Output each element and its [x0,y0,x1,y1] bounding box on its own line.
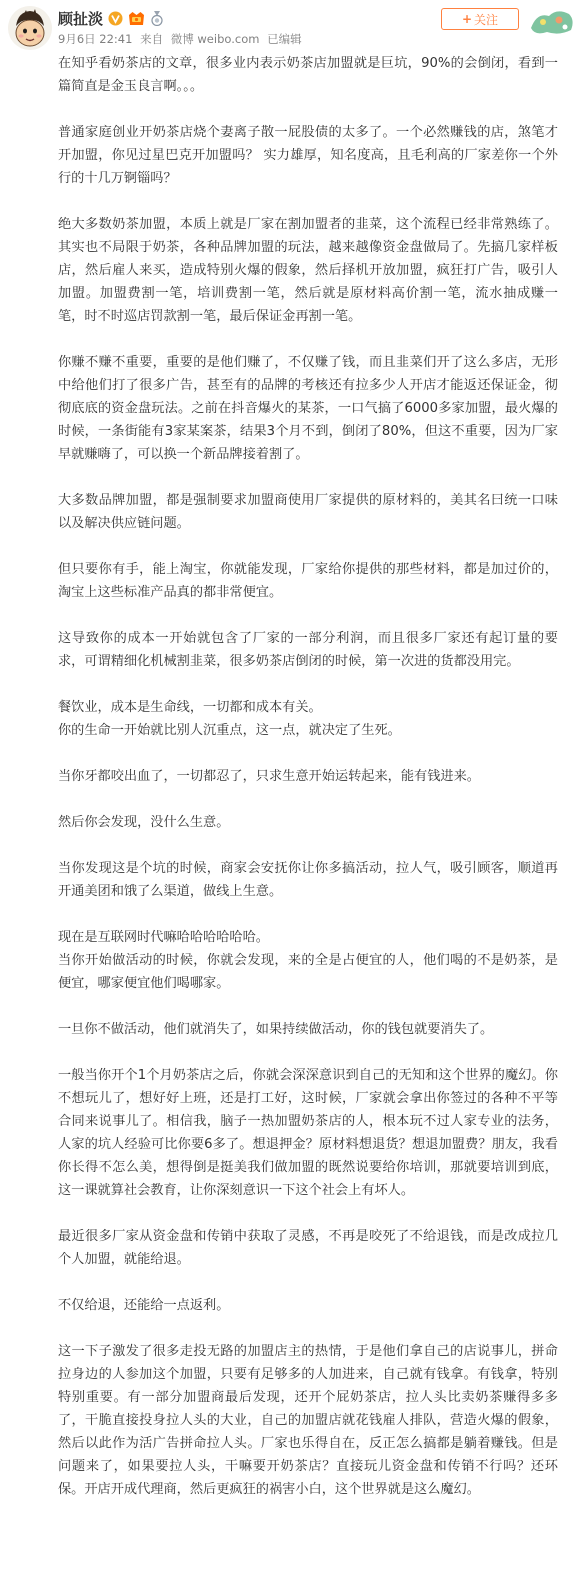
paragraph: 这导致你的成本一开始就包含了厂家的一部分利润，而且很多厂家还有起订量的要求，可谓精细化机械割韭菜，很多奶茶店倒闭的时候，第一次进的货都没用完。 [58,631,558,669]
paragraph: 最近很多厂家从资金盘和传销中获取了灵感，不再是咬死了不给退钱，而是改成拉几个人加盟，就能给退。 [58,1229,558,1267]
paragraph: 一旦你不做活动，他们就消失了，如果持续做活动，你的钱包就要消失了。 [58,1022,494,1037]
paragraph: 餐饮业，成本是生命线，一切都和成本有关。 你的生命一开始就比别人沉重点，这一点，就决定了生死。 [58,700,401,738]
vip-member-icon[interactable] [128,11,145,25]
paragraph: 然后你会发现，没什么生意。 [58,815,230,830]
post-source[interactable]: 微博 weibo.com [170,32,260,46]
username[interactable]: 顾扯淡 [58,9,104,28]
paragraph: 当你发现这是个坑的时候，商家会安抚你让你多搞活动，拉人气，吸引顾客，顺道再开通美团和饿了么渠道，做线上生意。 [58,861,558,899]
name-row [58,8,164,28]
card-decoration-icon [529,6,575,36]
paragraph: 普通家庭创业开奶茶店烧个妻离子散一屁股债的太多了。一个必然赚钱的店，煞笔才开加盟，你见过星巴克开加盟吗？ 实力雄厚，知名度高，且毛利高的厂家差你一个外行的十几万锕锱吗？ [58,125,558,186]
post-date[interactable]: 9月6日 22:41 [58,32,133,46]
avatar[interactable] [8,6,52,50]
paragraph: 你赚不赚不重要，重要的是他们赚了，不仅赚了钱，而且韭菜们开了这么多店，无形中给他们打了很多广告，甚至有的品牌的考核还有拉多少人开店才能返还保证金，彻彻底底的资金盘玩法。之前在抖音爆火的某茶，一口气搞了6000多家加盟，最火爆的时候，一条街能有3家某案茶，结果3个月不到，倒闭了80%，但这不重要，因为厂家早就赚嗨了，可以换一个新品牌接着割了。 [58,355,558,462]
paragraph: 大多数品牌加盟，都是强制要求加盟商使用厂家提供的原材料的，美其名曰统一口味以及解决供应链问题。 [58,493,558,531]
paragraph: 现在是互联网时代嘛哈哈哈哈哈哈。 当你开始做活动的时候，你就会发现，来的全是占便宜的人，他们喝的不是奶茶，是便宜，哪家便宜他们喝哪家。 [58,930,558,991]
medal-icon[interactable] [150,11,164,25]
follow-label: 关注 [474,12,499,27]
post-header [0,6,581,58]
paragraph: 但只要你有手，能上淘宝，你就能发现，厂家给你提供的那些材料，都是加过价的，淘宝上这些标准产品真的都非常便宜。 [58,562,558,600]
paragraph: 当你牙都咬出血了，一切都忍了，只求生意开始运转起来，能有钱进来。 [58,769,480,784]
post-content [58,52,558,1501]
edited-label: 已编辑 [267,32,302,46]
paragraph: 绝大多数奶茶加盟，本质上就是厂家在割加盟者的韭菜，这个流程已经非常熟练了。其实也不局限于奶茶，各种品牌加盟的玩法，越来越像资金盘做局了。先搞几家样板店，然后雇人来买，造成特别火爆的假象，然后择机开放加盟，疯狂打广告，吸引人加盟。加盟费割一笔，培训费割一笔，然后就是原材料高价割一笔，流水抽成赚一笔，时不时巡店罚款割一笔，最后保证金再割一笔。 [58,217,558,324]
paragraph: 在知乎看奶茶店的文章，很多业内表示奶茶店加盟就是巨坑，90%的会倒闭，看到一篇简直是金玉良言啊。。。 [58,56,558,94]
verified-v-icon[interactable] [108,11,123,25]
follow-button[interactable] [441,8,519,30]
post-meta [58,31,306,47]
paragraph: 不仅给退，还能给一点返利。 [58,1298,230,1313]
paragraph: 一般当你开个1个月奶茶店之后，你就会深深意识到自己的无知和这个世界的魔幻。你不想玩儿了，想好好上班，还是打工好，这时候，厂家就会拿出你签过的各种不平等合同来说事儿了。相信我，脑子一热加盟奶茶店的人，根本玩不过人家专业的法务，人家的坑人经验可比你要6多了。想退押金？原材料想退货？想退加盟费？朋友，我看你长得不怎么美，想得倒是挺美我们做加盟的既然说要给你培训，那就要培训到底，这一课就算社会教育，让你深刻意识一下这个社会上有坏人。 [58,1068,558,1198]
paragraph: 这一下子激发了很多走投无路的加盟店主的热情，于是他们拿自己的店说事儿，拼命拉身边的人参加这个加盟，只要有足够多的人加进来，自己就有钱拿。有钱拿，特别特别重要。有一部分加盟商最后发现，还开个屁奶茶店，拉人头比卖奶茶赚得多多了，干脆直接投身拉人头的大业，自己的加盟店就花钱雇人排队，营造火爆的假象，然后以此作为活广告拼命拉人头。厂家也乐得自在，反正怎么搞都是躺着赚钱。但是问题来了，如果要拉人头，干嘛要开奶茶店？直接玩儿资金盘和传销不行吗？还环保。开店开成代理商，然后更疯狂的祸害小白，这个世界就是这么魔幻。 [58,1344,558,1497]
plus-icon: + [461,12,473,26]
source-prefix: 来自 [140,32,164,46]
avatar-illustration [8,6,52,50]
